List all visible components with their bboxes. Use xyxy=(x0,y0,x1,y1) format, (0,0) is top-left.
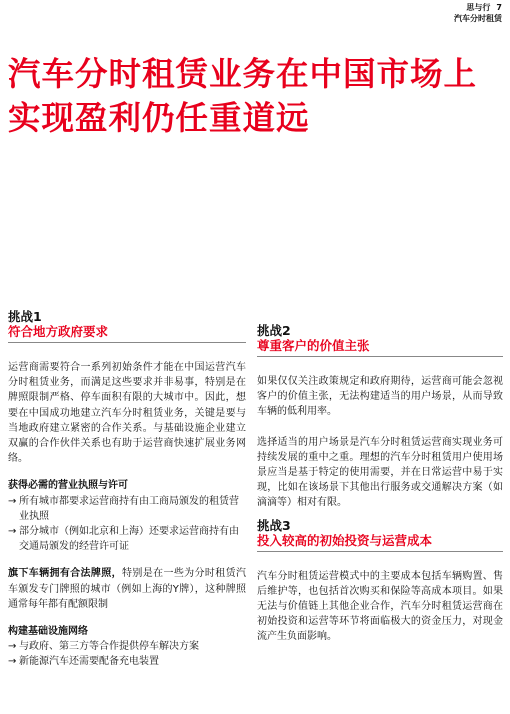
challenge-1-divider xyxy=(8,342,246,343)
challenge-2-heading: 尊重客户的价值主张 xyxy=(257,338,370,353)
challenge-1-intro: 运营商需要符合一系列初始条件才能在中国运营汽车分时租赁业务，而满足这些要求并非易事，特别是在牌照限制严格、停车面积有限的大城市中。因此，想要在中国成功地建立汽车分时租赁业务，关键是要与当地政府建立紧密的合作关系。与基础设施企业建立双赢的合作伙伴关系也有助于运营商快速扩展业务网络。 xyxy=(8,362,246,465)
list-item xyxy=(8,494,246,524)
challenge-3-divider xyxy=(257,551,503,552)
list-item xyxy=(8,524,246,554)
list-item xyxy=(8,654,246,669)
page-number: 7 xyxy=(496,3,502,12)
page-title: 汽车分时租赁业务在中国市场上实现盈利仍任重道远 xyxy=(8,55,478,137)
page-header xyxy=(454,2,502,24)
list-item-text: 所有城市都要求运营商持有由工商局颁发的租赁营业执照 xyxy=(19,495,239,522)
left-column xyxy=(8,310,246,670)
challenge-3-paragraph-1: 汽车分时租赁运营模式中的主要成本包括车辆购置、售后维护等，也包括首次购买和保险等高成本项目。如果无法与价值链上其他企业合作，汽车分时租赁运营商在初始投资和运营等环节将面临极大的资金压力，对现金流产生负面影响。 xyxy=(257,570,503,643)
challenge-1-number: 挑战1 xyxy=(8,309,42,324)
arrow-icon: → xyxy=(8,641,17,653)
challenge-2-divider xyxy=(257,356,503,357)
challenge-3-number: 挑战3 xyxy=(257,517,291,533)
list-item xyxy=(8,639,246,654)
infrastructure-subheading: 构建基础设施网络 xyxy=(8,626,88,638)
licenses-subheading: 获得必需的营业执照与许可 xyxy=(8,480,128,492)
header-subsection: 汽车分时租赁 xyxy=(454,14,502,23)
right-column xyxy=(257,324,503,645)
challenge-1-heading: 符合地方政府要求 xyxy=(8,324,109,339)
arrow-icon: → xyxy=(8,495,17,507)
list-item-text: 新能源汽车还需要配备充电装置 xyxy=(19,656,159,668)
list-item-text: 部分城市（例如北京和上海）还要求运营商持有由交通局颁发的经营许可证 xyxy=(19,526,239,553)
challenge-2-paragraph-1: 如果仅仅关注政策规定和政府期待，运营商可能会忽视客户的价值主张，无法构建适当的用户场景，从而导致车辆的低利用率。 xyxy=(257,376,503,418)
arrow-icon: → xyxy=(8,656,17,668)
header-section: 思与行 xyxy=(466,3,491,12)
challenge-2-number: 挑战2 xyxy=(257,323,291,338)
arrow-icon: → xyxy=(8,526,17,538)
challenge-2-paragraph-2: 选择适当的用户场景是汽车分时租赁运营商实现业务可持续发展的重中之重。理想的汽车分时租赁用户使用场景应当是基于特定的使用需要，并在日常运营中易于实现，比如在该场景下其他出行服务或交通解决方案（如滴滴等）相对有限。 xyxy=(257,436,503,509)
plates-lead: 旗下车辆拥有合法牌照， xyxy=(8,568,122,580)
challenge-3-heading: 投入较高的初始投资与运营成本 xyxy=(257,532,433,548)
list-item-text: 与政府、第三方等合作提供停车解决方案 xyxy=(19,641,199,653)
plates-paragraph xyxy=(8,566,246,612)
plates-text: 特别是在一些为分时租赁汽车颁发专门牌照的城市（例如上海的Y牌），这种牌照通常每年都有配额限制 xyxy=(8,568,246,610)
